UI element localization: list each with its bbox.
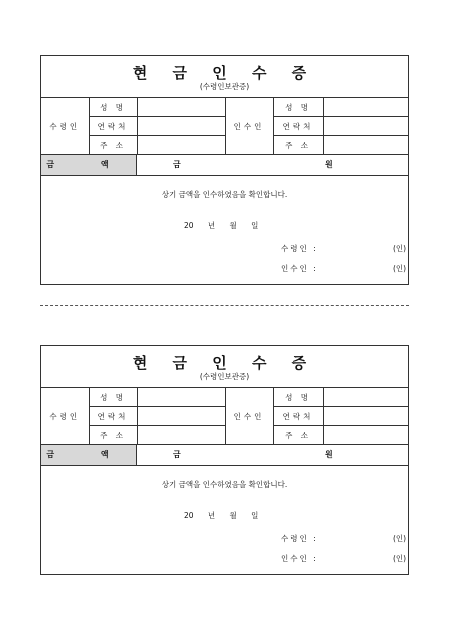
date-line: 20 년 월 일 xyxy=(184,511,259,520)
acceptor-label: 인수인 xyxy=(225,98,273,155)
recipient-label: 수령인 xyxy=(41,388,89,445)
acceptor-name-field[interactable] xyxy=(323,98,408,117)
amount-prefix: 금 xyxy=(173,450,181,459)
confirm-text: 상기 금액을 인수하였음을 확인합니다. xyxy=(161,190,288,199)
date-line: 20 년 월 일 xyxy=(184,221,259,230)
acceptor-name-label: 성 명 xyxy=(273,388,323,407)
acceptor-name-label: 성 명 xyxy=(273,98,323,117)
receipt-title: 현 금 인 수 증 xyxy=(132,64,317,82)
recipient-address-label: 주 소 xyxy=(89,426,137,445)
amount-label: 금 액 xyxy=(41,155,137,175)
recipient-sign-label: 수령인 : xyxy=(281,244,318,253)
recipient-address-field[interactable] xyxy=(137,136,225,155)
recipient-name-label: 성 명 xyxy=(89,388,137,407)
acceptor-contact-field[interactable] xyxy=(323,407,408,426)
acceptor-seal-mark: (인) xyxy=(393,554,407,563)
acceptor-contact-label: 연락처 xyxy=(273,407,323,426)
recipient-label: 수령인 xyxy=(41,98,89,155)
acceptor-seal-mark: (인) xyxy=(393,264,407,273)
recipient-sign-label: 수령인 : xyxy=(281,534,318,543)
amount-unit: 원 xyxy=(325,160,333,169)
receipt-subtitle: (수령인보관증) xyxy=(199,82,250,91)
acceptor-address-label: 주 소 xyxy=(273,136,323,155)
acceptor-address-field[interactable] xyxy=(323,136,408,155)
recipient-address-field[interactable] xyxy=(137,426,225,445)
receipt-subtitle: (수령인보관증) xyxy=(199,372,250,381)
recipient-seal-mark: (인) xyxy=(393,534,407,543)
recipient-address-label: 주 소 xyxy=(89,136,137,155)
receipt-title: 현 금 인 수 증 xyxy=(132,354,317,372)
receipt-top xyxy=(40,55,409,285)
recipient-contact-field[interactable] xyxy=(137,407,225,426)
recipient-seal-mark: (인) xyxy=(393,244,407,253)
acceptor-contact-field[interactable] xyxy=(323,117,408,136)
recipient-name-label: 성 명 xyxy=(89,98,137,117)
acceptor-name-field[interactable] xyxy=(323,388,408,407)
confirm-text: 상기 금액을 인수하였음을 확인합니다. xyxy=(161,480,288,489)
acceptor-label: 인수인 xyxy=(225,388,273,445)
amount-prefix: 금 xyxy=(173,160,181,169)
receipt-bottom xyxy=(40,345,409,575)
acceptor-sign-label: 인수인 : xyxy=(281,264,318,273)
party-info-table xyxy=(41,98,408,155)
party-info-table xyxy=(41,388,408,445)
acceptor-contact-label: 연락처 xyxy=(273,117,323,136)
recipient-name-field[interactable] xyxy=(137,388,225,407)
recipient-contact-label: 연락처 xyxy=(89,407,137,426)
recipient-contact-label: 연락처 xyxy=(89,117,137,136)
title-row xyxy=(41,346,408,388)
title-row xyxy=(41,56,408,98)
amount-row xyxy=(41,154,408,176)
amount-unit: 원 xyxy=(325,450,333,459)
recipient-contact-field[interactable] xyxy=(137,117,225,136)
acceptor-address-label: 주 소 xyxy=(273,426,323,445)
amount-label: 금 액 xyxy=(41,445,137,465)
cut-line xyxy=(40,305,409,306)
acceptor-address-field[interactable] xyxy=(323,426,408,445)
recipient-name-field[interactable] xyxy=(137,98,225,117)
acceptor-sign-label: 인수인 : xyxy=(281,554,318,563)
amount-row xyxy=(41,444,408,466)
